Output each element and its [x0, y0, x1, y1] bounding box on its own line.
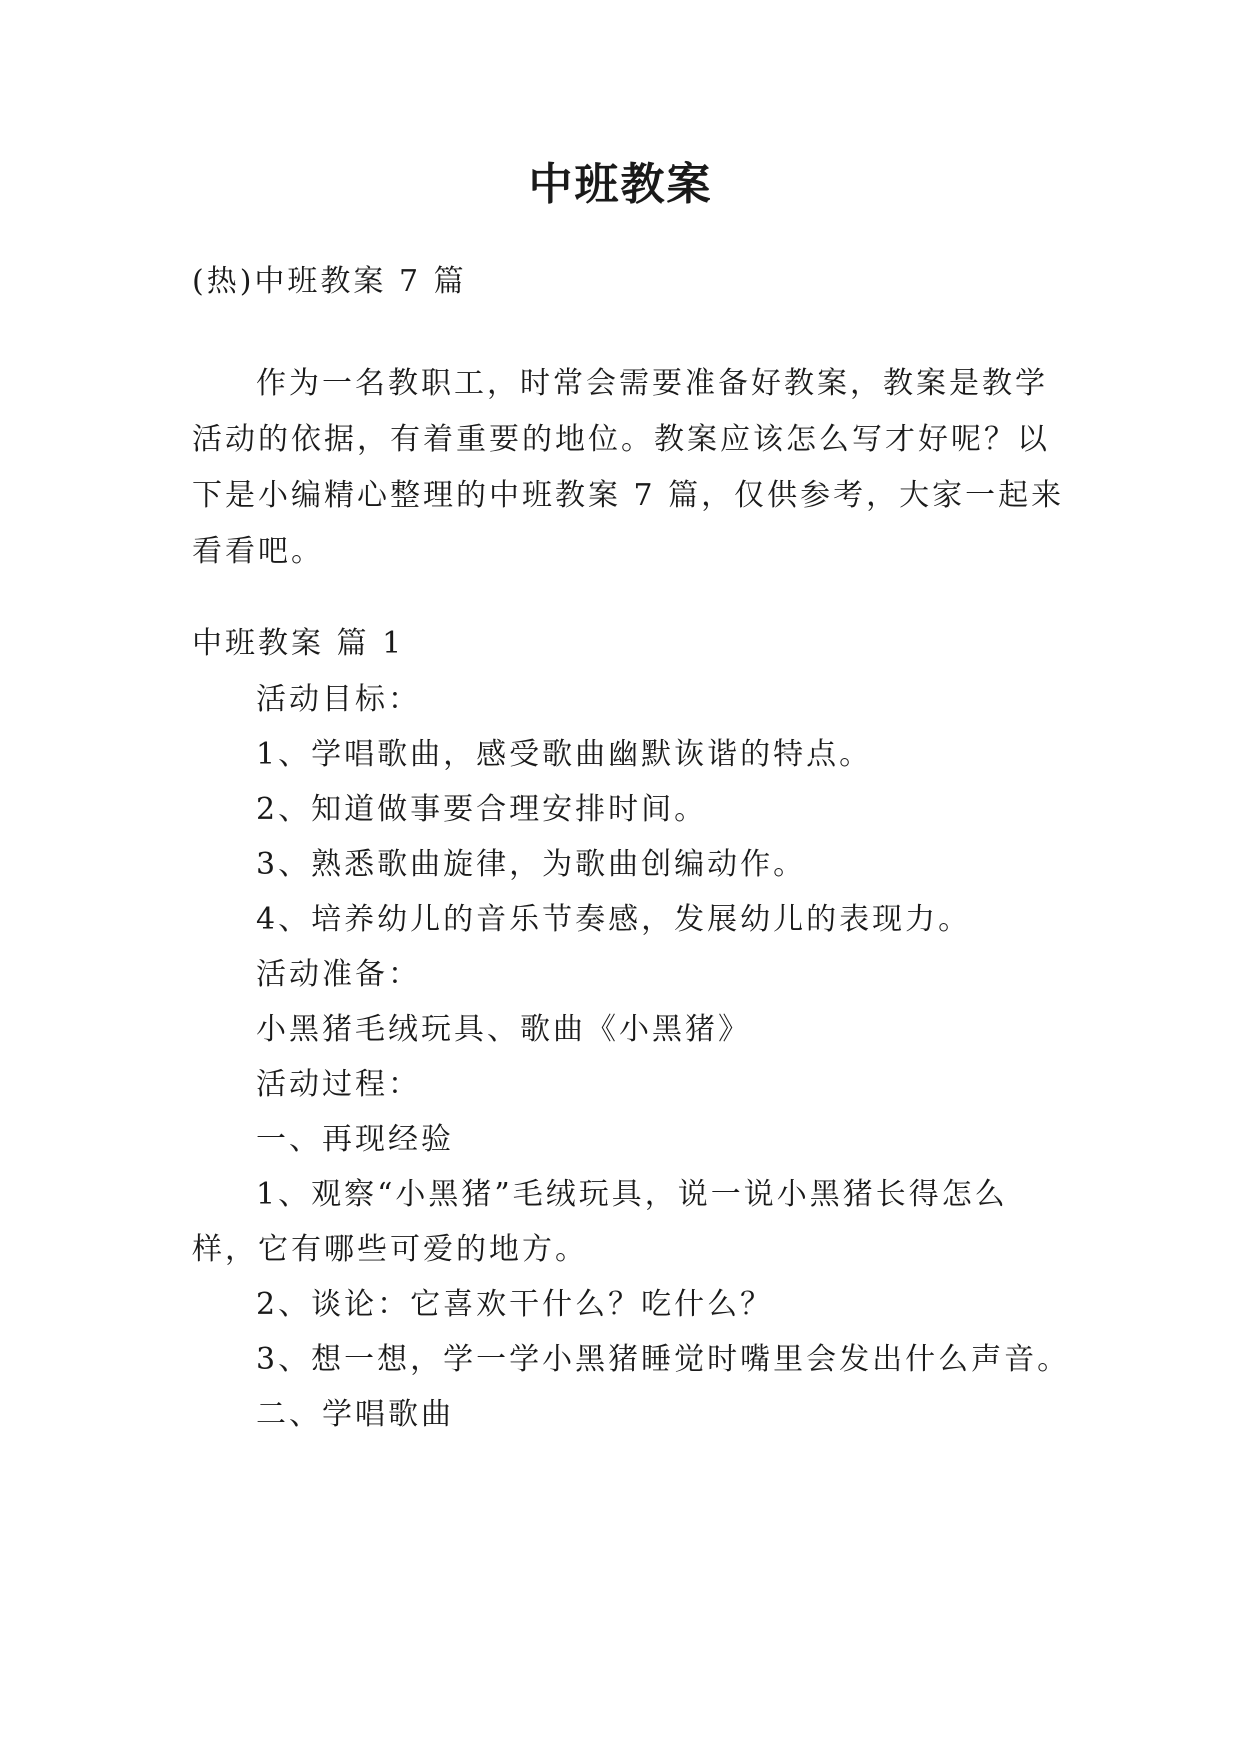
body-line: 4、培养幼儿的音乐节奏感，发展幼儿的表现力。: [256, 902, 972, 937]
body-line: 3、想一想，学一学小黑猪睡觉时嘴里会发出什么声音。: [256, 1342, 1071, 1377]
body-line: 1、学唱歌曲，感受歌曲幽默诙谐的特点。: [256, 737, 873, 772]
intro-line-2: 活动的依据，有着重要的地位。教案应该怎么写才好呢？以: [192, 422, 1050, 457]
document-subtitle: (热)中班教案 7 篇: [192, 264, 467, 299]
intro-line-4: 看看吧。: [192, 534, 324, 569]
body-line: 活动过程：: [256, 1067, 421, 1102]
intro-line-3: 下是小编精心整理的中班教案 7 篇，仅供参考，大家一起来: [192, 478, 1065, 513]
body-line: 二、学唱歌曲: [256, 1397, 454, 1432]
section-heading: 中班教案 篇 1: [192, 626, 405, 661]
body-line: 样，它有哪些可爱的地方。: [192, 1232, 588, 1267]
body-line: 活动目标：: [256, 682, 421, 717]
body-line: 2、谈论：它喜欢干什么？吃什么？: [256, 1287, 774, 1322]
body-line: 3、熟悉歌曲旋律，为歌曲创编动作。: [256, 847, 807, 882]
body-line: 一、再现经验: [256, 1122, 454, 1157]
body-line: 1、观察“小黑猪”毛绒玩具，说一说小黑猪长得怎么: [256, 1177, 1008, 1212]
body-line: 小黑猪毛绒玩具、歌曲《小黑猪》: [256, 1012, 751, 1047]
intro-line-1: 作为一名教职工，时常会需要准备好教案，教案是教学: [256, 366, 1048, 401]
body-line: 2、知道做事要合理安排时间。: [256, 792, 708, 827]
body-line: 活动准备：: [256, 957, 421, 992]
document-title: 中班教案: [528, 159, 713, 210]
